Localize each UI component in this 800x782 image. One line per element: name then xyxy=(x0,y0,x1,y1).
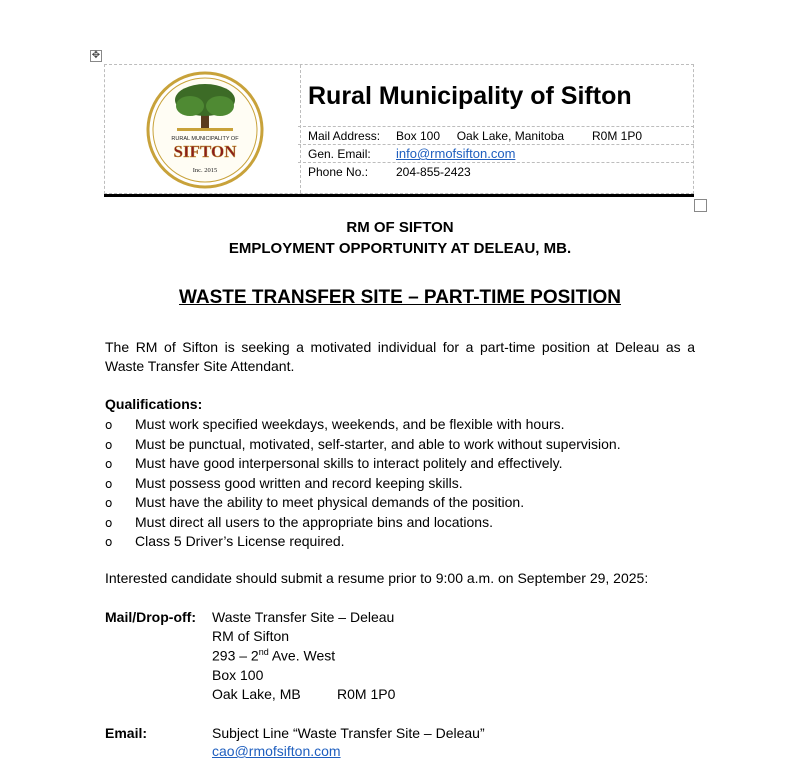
bullet: o xyxy=(105,437,113,452)
email-address-link[interactable]: cao@rmofsifton.com xyxy=(212,743,341,759)
bullet: o xyxy=(105,535,113,549)
bullet: o xyxy=(105,515,113,530)
header-rule xyxy=(104,194,694,197)
doc-title-line2: EMPLOYMENT OPPORTUNITY AT DELEAU, MB. xyxy=(228,240,572,257)
email-section-label: Email: xyxy=(105,725,148,741)
list-item: o Must have good interpersonal skills to interact politely and effectively. xyxy=(105,454,621,474)
mail-line2: RM of Sifton xyxy=(212,628,290,644)
mail-address-row xyxy=(298,126,694,144)
mail-line4: Box 100 xyxy=(212,667,264,683)
table-resize-handle[interactable] xyxy=(694,199,707,212)
mail-line3: 293 – 2nd Ave. West xyxy=(212,647,336,664)
logo-inc: Inc. 2015 xyxy=(192,167,218,174)
mail-address-value: Box 100 Oak Lake, Manitoba xyxy=(396,129,565,143)
mail-line5-city: Oak Lake, MB xyxy=(212,686,301,702)
mail-address-label: Mail Address: xyxy=(308,129,381,143)
list-item: o Must possess good written and record keeping skills. xyxy=(105,474,621,494)
qualifications-list xyxy=(105,415,621,552)
table-move-handle[interactable]: ✥ xyxy=(91,50,101,61)
org-name: Rural Municipality of Sifton xyxy=(308,82,632,110)
intro-paragraph: The RM of Sifton is seeking a motivated individual for a part-time position at Deleau as a Waste Transfer Site Attendant. xyxy=(105,339,695,374)
position-title: WASTE TRANSFER SITE – PART-TIME POSITION xyxy=(179,287,621,308)
mail-label: Mail/Drop-off: xyxy=(105,609,196,625)
email-subject: Subject Line “Waste Transfer Site – Deleau” xyxy=(212,725,485,741)
qualifications-heading: Qualifications: xyxy=(105,396,203,412)
phone-label: Phone No.: xyxy=(308,165,369,179)
logo-name: SIFTON xyxy=(173,142,237,161)
deadline-text: Interested candidate should submit a resume prior to 9:00 a.m. on September 29, 2025: xyxy=(105,570,649,586)
phone-row xyxy=(298,162,694,180)
list-item: o Class 5 Driver’s License required. xyxy=(105,532,621,552)
list-item: o Must have the ability to meet physical demands of the position. xyxy=(105,493,621,513)
bullet: o xyxy=(105,476,113,491)
list-item: o Must direct all users to the appropriate bins and locations. xyxy=(105,513,621,533)
list-item: o Must be punctual, motivated, self-starter, and able to work without supervision. xyxy=(105,435,621,455)
list-item: o Must work specified weekdays, weekends, and be flexible with hours. xyxy=(105,415,621,435)
email-row xyxy=(298,144,694,162)
mail-line5-postal: R0M 1P0 xyxy=(337,686,396,702)
doc-title-line1: RM OF SIFTON xyxy=(346,219,454,236)
logo-top-text: RURAL MUNICIPALITY OF xyxy=(171,136,239,142)
bullet: o xyxy=(105,496,113,510)
mail-address-postal: R0M 1P0 xyxy=(592,129,643,143)
email-link[interactable]: info@rmofsifton.com xyxy=(396,146,516,161)
rm-sifton-logo xyxy=(145,70,265,190)
email-label: Gen. Email: xyxy=(308,147,371,161)
bullet: o xyxy=(105,418,113,432)
logo-cell xyxy=(105,65,301,193)
mail-line1: Waste Transfer Site – Deleau xyxy=(212,609,395,625)
phone-value: 204-855-2423 xyxy=(396,165,471,179)
bullet: o xyxy=(105,457,113,471)
